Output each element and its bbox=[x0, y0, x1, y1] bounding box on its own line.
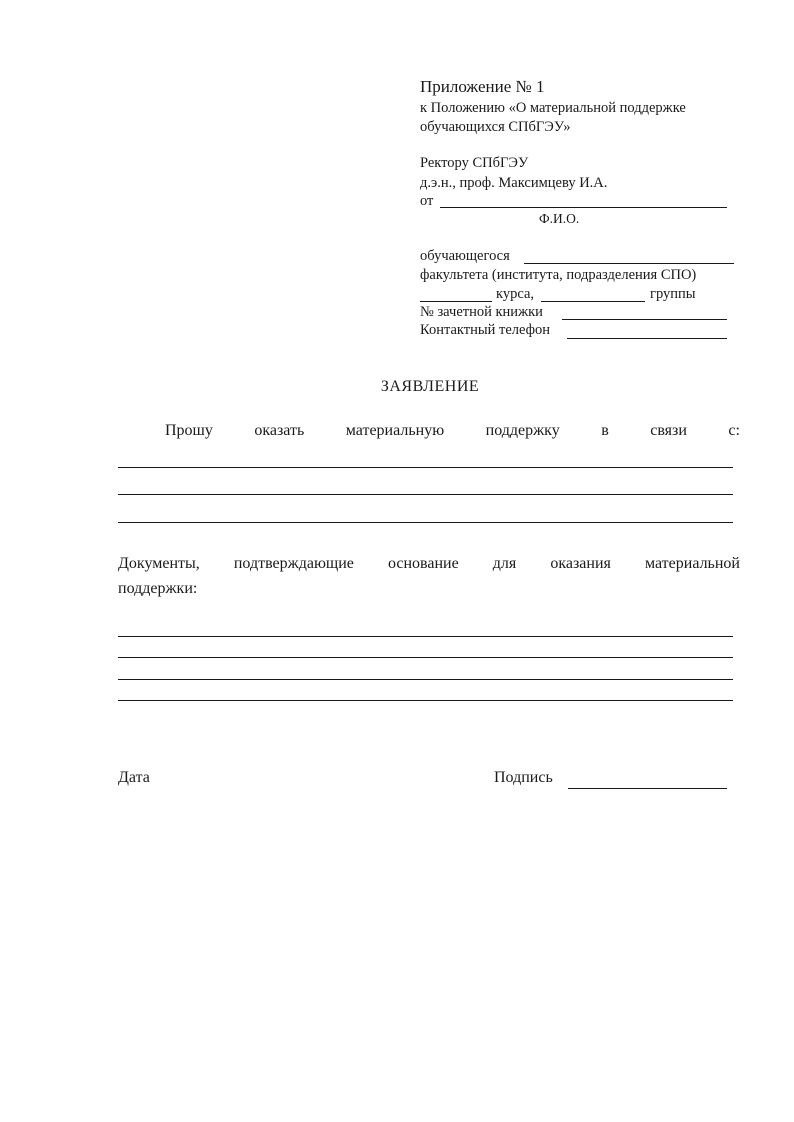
documents-word: материальной bbox=[644, 555, 740, 572]
documents-line-4[interactable] bbox=[118, 700, 733, 701]
document-title: ЗАЯВЛЕНИЕ bbox=[380, 378, 480, 395]
documents-sentence bbox=[118, 555, 740, 573]
request-word: материальную bbox=[345, 422, 445, 439]
documents-word: оказания bbox=[550, 555, 611, 572]
documents-sentence-end: поддержки: bbox=[118, 580, 198, 597]
request-word: Прошу bbox=[165, 422, 213, 439]
documents-word: подтверждающие bbox=[233, 555, 354, 572]
rector-name: д.э.н., проф. Максимцеву И.А. bbox=[420, 175, 608, 191]
student-label: обучающегося bbox=[420, 248, 510, 264]
documents-word: для bbox=[492, 555, 517, 572]
from-name-field[interactable] bbox=[440, 207, 727, 208]
student-name-field[interactable] bbox=[524, 263, 734, 264]
documents-line-3[interactable] bbox=[118, 679, 733, 680]
course-field[interactable] bbox=[420, 301, 492, 302]
group-label: группы bbox=[650, 286, 696, 302]
phone-label: Контактный телефон bbox=[420, 322, 551, 338]
request-word: в bbox=[601, 422, 609, 439]
course-label: курса, bbox=[496, 286, 535, 302]
documents-word: основание bbox=[387, 555, 459, 572]
request-word: связи bbox=[650, 422, 687, 439]
faculty-label: факультета (института, подразделения СПО) bbox=[420, 267, 697, 283]
group-field[interactable] bbox=[541, 301, 645, 302]
reason-line-3[interactable] bbox=[118, 522, 733, 523]
documents-line-2[interactable] bbox=[118, 657, 733, 658]
date-label: Дата bbox=[118, 769, 150, 786]
request-word: оказать bbox=[254, 422, 305, 439]
appendix-title: Приложение № 1 bbox=[420, 77, 545, 96]
record-book-label: № зачетной книжки bbox=[420, 304, 543, 320]
reason-line-1[interactable] bbox=[118, 467, 733, 468]
from-label: от bbox=[420, 193, 434, 209]
rector-addressee: Ректору СПбГЭУ bbox=[420, 155, 529, 171]
request-word: с: bbox=[728, 422, 740, 439]
appendix-reference-line-1: к Положению «О материальной поддержке bbox=[420, 100, 686, 116]
documents-word: Документы, bbox=[118, 555, 200, 572]
documents-line-1[interactable] bbox=[118, 636, 733, 637]
signature-label: Подпись bbox=[494, 769, 553, 786]
request-sentence bbox=[165, 422, 740, 440]
reason-line-2[interactable] bbox=[118, 494, 733, 495]
appendix-reference-line-2: обучающихся СПбГЭУ» bbox=[420, 119, 571, 135]
phone-field[interactable] bbox=[567, 338, 727, 339]
request-word: поддержку bbox=[485, 422, 560, 439]
signature-field[interactable] bbox=[568, 788, 727, 789]
fio-caption: Ф.И.О. bbox=[539, 211, 580, 226]
record-book-field[interactable] bbox=[562, 319, 727, 320]
